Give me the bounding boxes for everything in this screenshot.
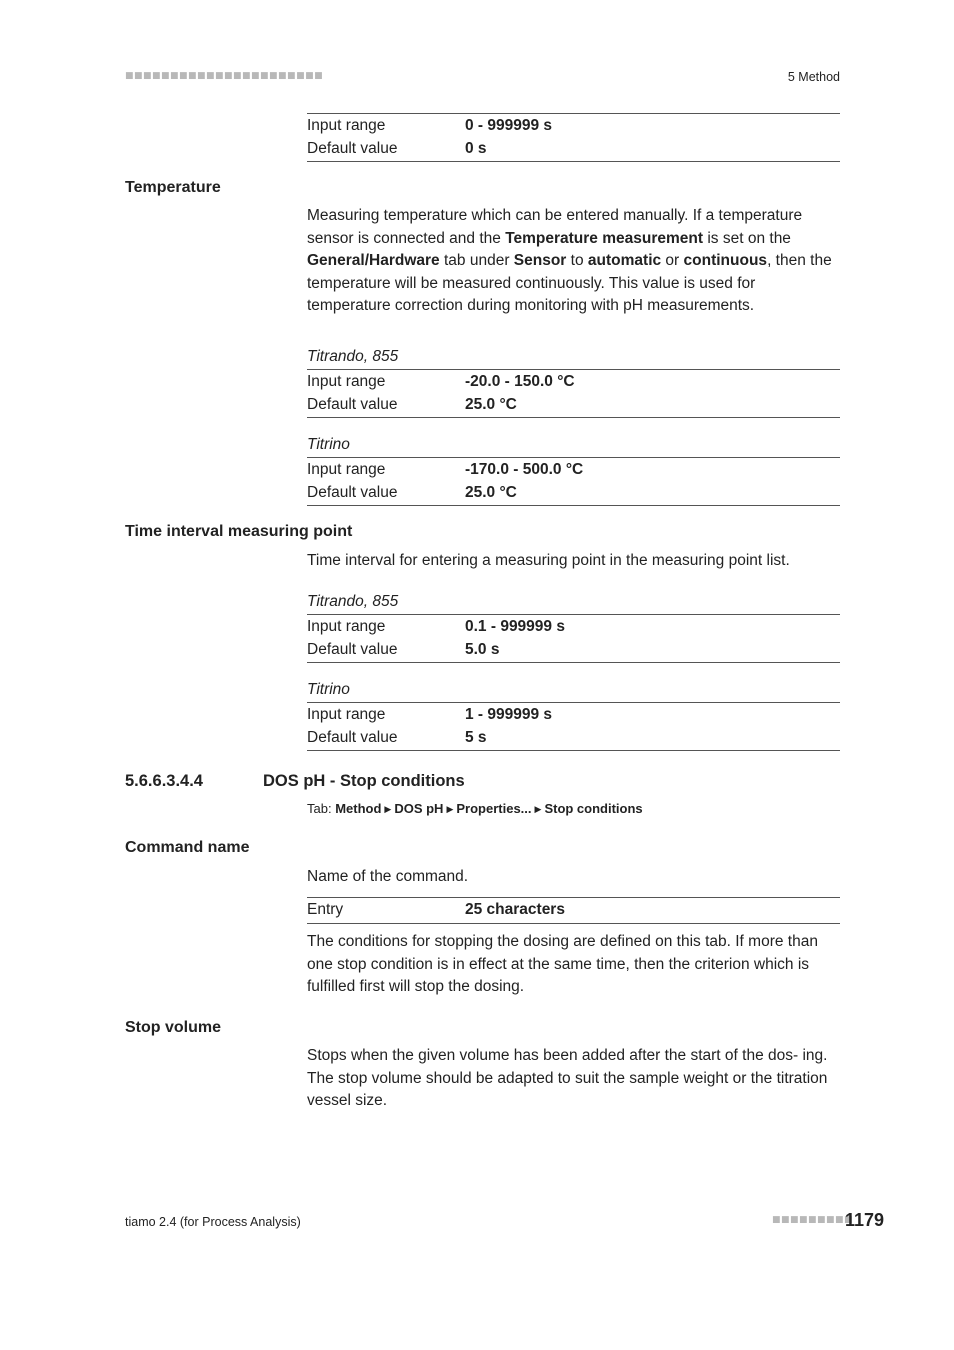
breadcrumb-item: Method bbox=[335, 801, 382, 816]
table-row bbox=[307, 899, 840, 922]
tab-breadcrumb bbox=[307, 801, 643, 816]
row-value: -170.0 - 500.0 °C bbox=[465, 461, 584, 478]
table-row bbox=[307, 115, 840, 138]
temperature-table-titrando bbox=[307, 347, 840, 418]
row-label: Input range bbox=[307, 117, 386, 134]
breadcrumb-arrow-icon: ▶ bbox=[384, 804, 392, 814]
table-row bbox=[307, 639, 840, 662]
row-value: 5 s bbox=[465, 728, 487, 746]
table-row bbox=[307, 371, 840, 394]
bold-term: automatic bbox=[587, 252, 662, 270]
table-row bbox=[307, 138, 840, 161]
bold-term: General/Hardware bbox=[307, 252, 440, 270]
footer-decoration: ■■■■■■■■■ bbox=[772, 1215, 854, 1225]
footer-product-name: tiamo 2.4 (for Process Analysis) bbox=[125, 1215, 301, 1229]
table-body bbox=[307, 897, 840, 924]
table-row bbox=[307, 459, 840, 482]
text-run: to bbox=[566, 252, 588, 270]
page-number: 1179 bbox=[845, 1210, 885, 1230]
bold-term: Sensor bbox=[513, 252, 567, 270]
table-row bbox=[307, 482, 840, 505]
row-label: Default value bbox=[307, 640, 398, 658]
row-label: Input range bbox=[307, 706, 386, 723]
tab-prefix: Tab: bbox=[307, 801, 336, 816]
table-body bbox=[307, 614, 840, 663]
breadcrumb-item: Properties... bbox=[456, 801, 532, 816]
table-row bbox=[307, 727, 840, 750]
property-table-top bbox=[307, 113, 840, 162]
time-interval-table-titrando bbox=[307, 592, 840, 663]
row-label: Default value bbox=[307, 728, 398, 746]
temperature-description bbox=[307, 205, 840, 318]
bold-term: Temperature measurement bbox=[505, 229, 704, 247]
header-decoration: ■■■■■■■■■■■■■■■■■■■■■■ bbox=[125, 71, 324, 81]
command-name-table bbox=[307, 897, 840, 924]
row-value: 25.0 °C bbox=[465, 483, 517, 501]
command-name-heading: Command name bbox=[125, 839, 250, 856]
section-title: DOS pH - Stop conditions bbox=[263, 772, 465, 790]
time-interval-heading: Time interval measuring point bbox=[125, 523, 353, 540]
stop-volume-description: Stops when the given volume has been added after the start of the dos- ing. The stop volume should be adapted to suit the sample weight or the titration vessel size. bbox=[307, 1047, 828, 1110]
table-caption: Titrino bbox=[307, 436, 350, 453]
table-body bbox=[307, 113, 840, 162]
row-value: 25 characters bbox=[465, 901, 565, 918]
row-value: 0 s bbox=[465, 139, 487, 157]
table-body bbox=[307, 457, 840, 506]
text-run: Measuring temperature which can be entered manually. If a temperature sensor is connected and the bbox=[307, 207, 803, 247]
row-value: 0 - 999999 s bbox=[465, 117, 553, 134]
time-interval-description: Time interval for entering a measuring point in the measuring point list. bbox=[307, 552, 790, 569]
stop-volume-heading: Stop volume bbox=[125, 1019, 222, 1036]
row-value: 1 - 999999 s bbox=[465, 706, 553, 723]
table-caption: Titrando, 855 bbox=[307, 593, 399, 610]
text-run: is set on the bbox=[703, 229, 791, 247]
table-row bbox=[307, 616, 840, 639]
text-run: , then the temperature will be measured continuously. This value is used for temperature correction during monitoring with pH measurements. bbox=[307, 252, 832, 315]
row-value: 0.1 - 999999 s bbox=[465, 618, 565, 635]
text-run: or bbox=[661, 252, 684, 270]
breadcrumb-arrow-icon: ▶ bbox=[534, 804, 542, 814]
breadcrumb-item: DOS pH bbox=[394, 801, 444, 816]
table-row bbox=[307, 704, 840, 727]
bold-term: continuous bbox=[683, 252, 768, 270]
table-caption: Titrando, 855 bbox=[307, 348, 399, 365]
text-run: tab under bbox=[439, 252, 514, 270]
breadcrumb-arrow-icon: ▶ bbox=[446, 804, 454, 814]
temperature-heading: Temperature bbox=[125, 179, 221, 196]
table-row bbox=[307, 394, 840, 417]
temperature-table-titrino bbox=[307, 435, 840, 506]
breadcrumb-item: Stop conditions bbox=[544, 801, 643, 816]
row-label: Default value bbox=[307, 395, 398, 413]
stop-conditions-description: The conditions for stopping the dosing are defined on this tab. If more than one stop condition is in effect at the same time, then the criterion which is fulfilled first will stop the dosing. bbox=[307, 933, 818, 996]
section-number: 5.6.6.3.4.4 bbox=[125, 772, 203, 790]
table-body bbox=[307, 702, 840, 751]
chapter-title: 5 Method bbox=[787, 70, 840, 84]
table-caption: Titrino bbox=[307, 681, 350, 698]
row-label: Default value bbox=[307, 483, 398, 501]
command-name-description: Name of the command. bbox=[307, 868, 469, 885]
row-label: Default value bbox=[307, 139, 398, 157]
time-interval-table-titrino bbox=[307, 680, 840, 751]
row-label: Input range bbox=[307, 461, 386, 478]
row-value: -20.0 - 150.0 °C bbox=[465, 373, 575, 390]
row-label: Entry bbox=[307, 901, 344, 918]
row-label: Input range bbox=[307, 373, 386, 390]
table-body bbox=[307, 369, 840, 418]
row-value: 5.0 s bbox=[465, 640, 500, 658]
row-value: 25.0 °C bbox=[465, 395, 517, 413]
row-label: Input range bbox=[307, 618, 386, 635]
